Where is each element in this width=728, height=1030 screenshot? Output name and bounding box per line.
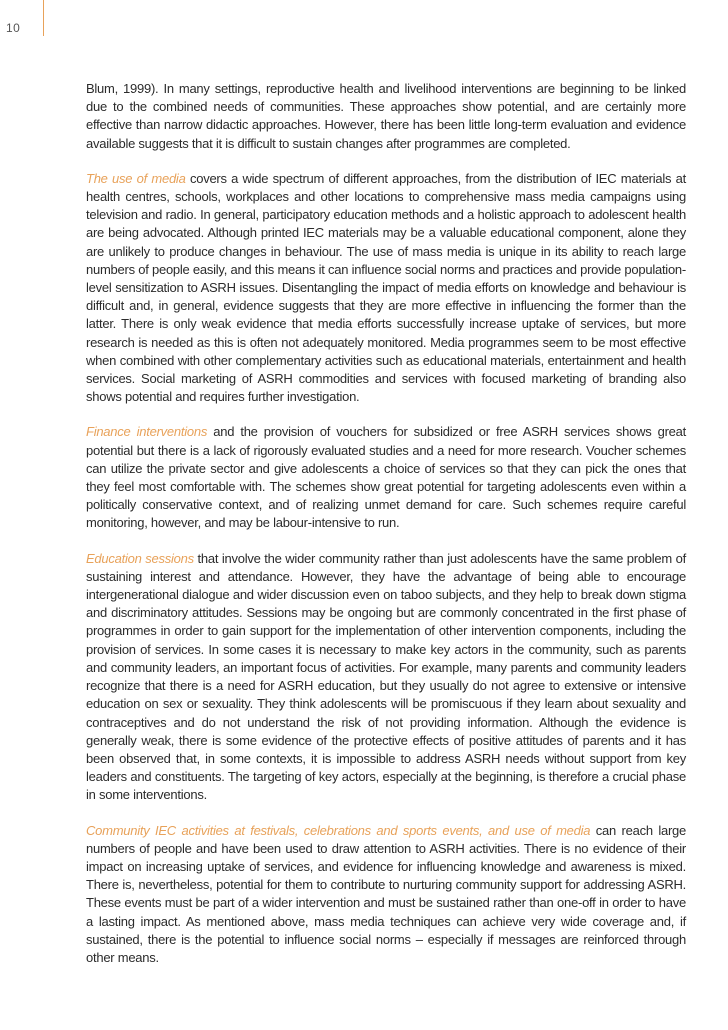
page-number-divider <box>43 0 44 36</box>
paragraph-education-sessions <box>86 550 686 805</box>
paragraph-use-of-media <box>86 170 686 407</box>
paragraph-intro <box>86 80 686 153</box>
paragraph-text: Blum, 1999). In many settings, reproductive health and livelihood interventions are beginning to be linked due to the combined needs of communities. These approaches show potential, and are certainly more effective than narrow didactic approaches. However, there has been little long-term evaluation and evidence available suggests that it is difficult to sustain changes after programmes are completed. <box>86 81 686 151</box>
page-number: 10 <box>6 21 21 35</box>
document-body <box>86 80 686 984</box>
paragraph-text: that involve the wider community rather than just adolescents have the same problem of sustaining interest and attendance. However, they have the advantage of being able to encourage intergenerational dialogue and wider discussion even on taboo subjects, and they help to break down stigma and discriminatory attitudes. Sessions may be ongoing but are commonly concentrated in the first phase of programmes in order to gain support for the implementation of other intervention components, including the provision of services. In some cases it is necessary to make key actors in the community, such as parents and community leaders, an important focus of activities. For example, many parents and community leaders recognize that there is a need for ASRH education, but they usually do not agree to extensive or intensive education on sex or sexuality. They think adolescents will be promiscuous if they learn about sexuality and contraceptives and do not understand the risk of not providing information. Although the evidence is generally weak, there is some evidence of the protective effects of positive attitudes of parents and it has been observed that, in some contexts, it is impossible to address ASRH needs without support from key leaders and constituents. The targeting of key actors, especially at the beginning, is therefore a crucial phase in some interventions. <box>86 550 687 803</box>
paragraph-text: covers a wide spectrum of different approaches, from the distribution of IEC materials at health centres, schools, workplaces and other locations to comprehensive mass media campaigns using television and radio. In general, participatory education methods and a holistic approach to adolescent health are being advocated. Although printed IEC materials may be a valuable educational component, alone they are unlikely to produce changes in behaviour. The use of mass media is unique in its ability to reach large numbers of people easily, and this means it can influence social norms and practices and provide population-level sensitization to ASRH issues. Disentangling the impact of media efforts on knowledge and behaviour is difficult and, in general, evidence suggests that they are more effective in influencing the former than the latter. There is only weak evidence that media efforts successfully increase uptake of services, but more research is needed as this is often not adequately monitored. Media programmes seem to be most effective when combined with other complementary activities such as educational materials, entertainment and health services. Social marketing of ASRH commodities and services with focused marketing of branding also shows potential and requires further investigation. <box>86 170 686 405</box>
paragraph-lead-heading: The use of media <box>86 170 186 186</box>
paragraph-text: and the provision of vouchers for subsidized or free ASRH services shows great potential but there is a lack of rigorously evaluated studies and a need for more research. Voucher schemes can utilize the private sector and give adolescents a choice of services so that they can pick the ones that they feel most comfortable with. The schemes show great potential for targeting adolescents even within a politically conservative context, and of realizing unmet demand for care. Such schemes require careful monitoring, however, and may be labour-intensive to run. <box>86 424 686 531</box>
paragraph-community-iec <box>86 822 686 968</box>
paragraph-lead-heading: Education sessions <box>86 550 194 566</box>
paragraph-text: can reach large numbers of people and have been used to draw attention to ASRH activities. There is no evidence of their impact on increasing uptake of services, and evidence for influencing knowledge and awareness is mixed. There is, nevertheless, potential for them to contribute to nurturing community support for addressing ASRH. These events must be part of a wider intervention and must be sustained rather than one-off in order to have a lasting impact. As mentioned above, mass media techniques can achieve very wide coverage and, if sustained, there is the potential to influence social norms – especially if messages are reinforced through other means. <box>86 822 686 965</box>
paragraph-lead-heading: Finance interventions <box>86 424 208 440</box>
paragraph-lead-heading: Community IEC activities at festivals, celebrations and sports events, and use of media <box>86 822 591 838</box>
paragraph-finance-interventions <box>86 423 686 532</box>
